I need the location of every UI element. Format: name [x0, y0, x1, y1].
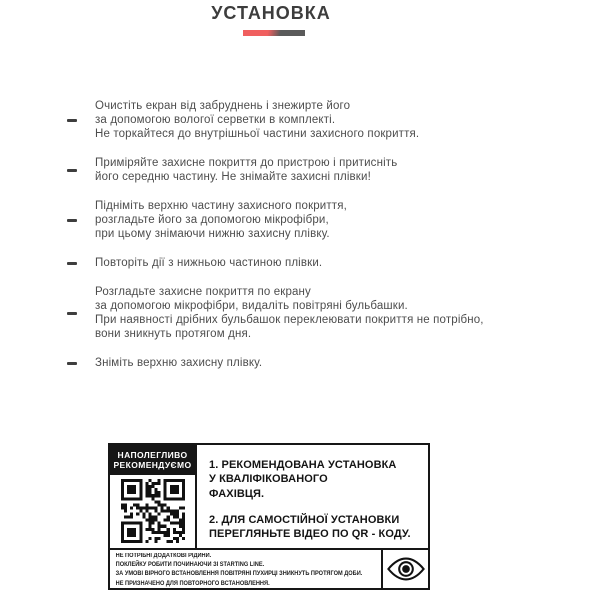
eye-icon [386, 556, 426, 582]
instruction-text [95, 356, 262, 370]
recommendation-box-left-column [110, 445, 197, 548]
eye-icon-cell [381, 550, 428, 588]
instruction-line: при цьому знімаючи нижню захисну плівку. [95, 228, 330, 240]
page-title: УСТАНОВКА [211, 3, 331, 23]
fine-print [110, 550, 365, 588]
qr-code-icon [121, 479, 185, 543]
dash-bullet-icon [67, 262, 77, 265]
recommendation-point-2 [209, 513, 422, 542]
fine-print-line: ПОКЛЕЙКУ РОБИТИ ПОЧИНАЮЧИ ЗІ STARTING LINE. [115, 562, 265, 569]
instruction-line: Очистіть екран від забруднень і знежирте його [95, 100, 351, 112]
instruction-step [67, 156, 484, 184]
instruction-step [67, 199, 484, 241]
instruction-line: Зніміть верхню захисну плівку. [95, 357, 263, 369]
instruction-line: Розгладьте захисне покриття по екрану [95, 286, 311, 298]
instruction-text [95, 256, 322, 270]
dash-bullet-icon [67, 362, 77, 365]
dash-bullet-icon [67, 219, 77, 222]
recommendation-line: У КВАЛІФІКОВАНОГО [209, 473, 328, 486]
instruction-line: його середню частину. Не знімайте захисні плівки! [95, 171, 371, 183]
instruction-text [95, 199, 347, 241]
recommendation-box-main [110, 445, 428, 548]
instruction-text [95, 285, 484, 341]
recommendation-box [108, 443, 430, 590]
instruction-line: вони зникнуть протягом дня. [95, 328, 252, 340]
badge-line: РЕКОМЕНДУЄМО [113, 460, 192, 470]
instruction-text [95, 99, 419, 141]
fine-print-line: НЕ ПОТРІБНІ ДОДАТКОВІ РІДИНИ. [115, 553, 212, 559]
fine-print-line: НЕ ПРИЗНАЧЕНО ДЛЯ ПОВТОРНОГО ВСТАНОВЛЕННЯ. [115, 580, 270, 587]
recommendation-box-footer [110, 548, 428, 588]
title-divider [243, 30, 305, 36]
instruction-step [67, 285, 484, 341]
recommendation-line: ПЕРЕГЛЯНЬТЕ ВІДЕО ПО QR - КОДУ. [209, 528, 411, 541]
strongly-recommend-badge [110, 445, 195, 475]
fine-print-line: ЗА УМОВІ ВІРНОГО ВСТАНОВЛЕННЯ ПОВІТРЯНІ ПУХИРЦІ ЗНИКНУТЬ ПРОТЯГОМ ДОБИ. [115, 571, 363, 578]
recommendation-line: 2. ДЛЯ САМОСТІЙНОЇ УСТАНОВКИ [209, 513, 400, 526]
dash-bullet-icon [67, 119, 77, 122]
instruction-step [67, 99, 484, 141]
instruction-text [95, 156, 397, 184]
recommendation-line: 1. РЕКОМЕНДОВАНА УСТАНОВКА [209, 459, 397, 471]
instruction-list [67, 99, 484, 370]
badge-line: НАПОЛЕГЛИВО [117, 450, 188, 460]
instruction-line: Не торкайтеся до внутрішньої частини захисного покриття. [95, 128, 420, 140]
instruction-line: за допомогою мікрофібри, видаліть повітряні бульбашки. [95, 300, 408, 312]
instruction-line: При наявності дрібних бульбашок переклеювати покриття не потрібно, [95, 314, 484, 326]
instruction-line: розгладьте його за допомогою мікрофібри, [95, 214, 329, 226]
recommendation-box-text [197, 445, 428, 548]
instruction-line: за допомогою вологої серветки в комплекті. [95, 114, 336, 126]
recommendation-point-1 [209, 458, 422, 501]
instruction-step [67, 356, 484, 370]
recommendation-line: ФАХІВЦЯ. [209, 487, 265, 500]
instruction-line: Підніміть верхню частину захисного покриття, [95, 200, 347, 212]
dash-bullet-icon [67, 312, 77, 315]
instruction-line: Приміряйте захисне покриття до пристрою і притисніть [95, 157, 398, 169]
instruction-step [67, 256, 484, 270]
dash-bullet-icon [67, 169, 77, 172]
instruction-line: Повторіть дії з нижньою частиною плівки. [95, 257, 323, 269]
